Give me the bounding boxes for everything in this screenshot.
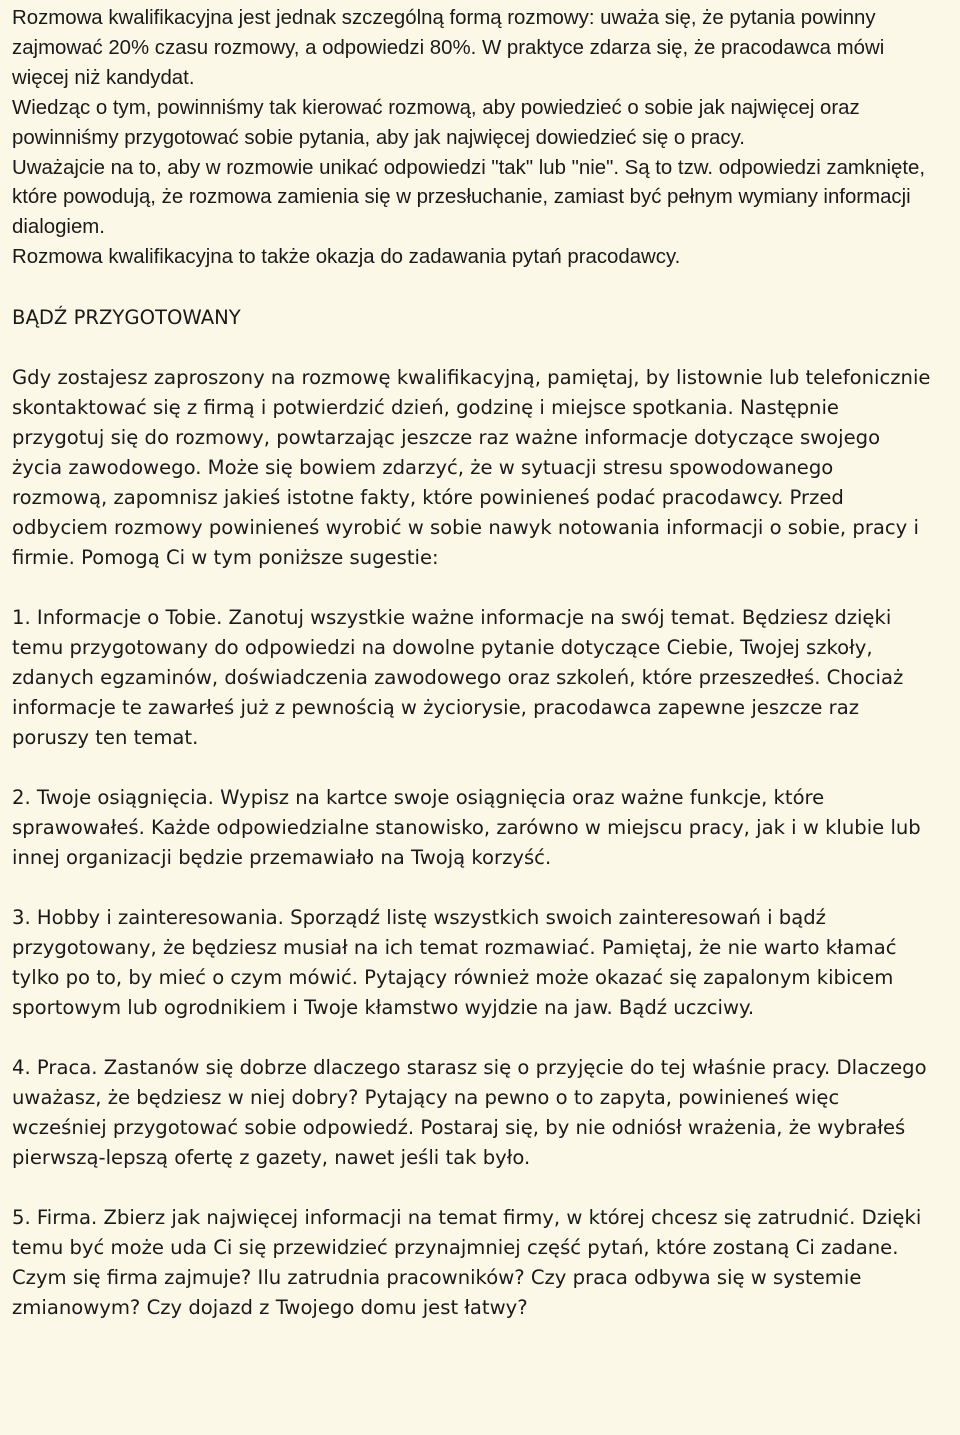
- intro-paragraph: Rozmowa kwalifikacyjna jest jednak szczególną formą rozmowy: uważa się, że pytania powinny zajmować 20% czasu rozmowy, a odpowiedzi 80%. W praktyce zdarza się, że pracodawca mówi więcej niż kandydat.: [12, 7, 885, 89]
- suggestion-item: 1. Informacje o Tobie. Zanotuj wszystkie ważne informacje na swój temat. Będziesz dzięki temu przygotowany do odpowiedzi na dowolne pytanie dotyczące Ciebie, Twojej szkoły, zdanych egzaminów, doświadczenia zawodowego oraz szkoleń, które przeszedłeś. Chociaż informacje te zawarłeś już z pewnością w życiorysie, pracodawca zapewne jeszcze raz poruszy ten temat.: [12, 606, 904, 750]
- intro-paragraph: Wiedząc o tym, powinniśmy tak kierować rozmową, aby powiedzieć o sobie jak najwięcej oraz powinniśmy przygotować sobie pytania, aby jak najwięcej dowiedzieć się o pracy.: [12, 96, 860, 149]
- suggestion-item: 5. Firma. Zbierz jak najwięcej informacji na temat firmy, w której chcesz się zatrudnić. Dzięki temu być może uda Ci się przewidzieć przynajmniej część pytań, które zostaną Ci zadane. Czym się firma zajmuje? Ilu zatrudnia pracowników? Czy praca odbywa się w systemie zmianowym? Czy dojazd z Twojego domu jest łatwy?: [12, 1206, 922, 1320]
- suggestion-item: 4. Praca. Zastanów się dobrze dlaczego starasz się o przyjęcie do tej właśnie pracy. Dlaczego uważasz, że będziesz w niej dobry? Pytający na pewno o to zapyta, powinieneś więc wcześniej przygotować sobie odpowiedź. Postaraj się, by nie odniósł wrażenia, że wybrałeś pierwszą-lepszą ofertę z gazety, nawet jeśli tak było.: [12, 1056, 927, 1170]
- body-paragraph: Gdy zostajesz zaproszony na rozmowę kwalifikacyjną, pamiętaj, by listownie lub telefonicznie skontaktować się z firmą i potwierdzić dzień, godzinę i miejsce spotkania. Następnie przygotuj się do rozmowy, powtarzając jeszcze raz ważne informacje dotyczące swojego życia zawodowego. Może się bowiem zdarzyć, że w sytuacji stresu spowodowanego rozmową, zapomnisz jakieś istotne fakty, które powinieneś podać pracodawcy. Przed odbyciem rozmowy powinieneś wyrobić w sobie nawyk notowania informacji o sobie, pracy i firmie. Pomogą Ci w tym poniższe sugestie:: [12, 366, 931, 570]
- suggestion-item: 2. Twoje osiągnięcia. Wypisz na kartce swoje osiągnięcia oraz ważne funkcje, które sprawowałeś. Każde odpowiedzialne stanowisko, zarówno w miejscu pracy, jak i w klubie lub innej organizacji będzie przemawiało na Twoją korzyść.: [12, 786, 921, 870]
- suggestion-item: 3. Hobby i zainteresowania. Sporządź listę wszystkich swoich zainteresowań i bądź przygotowany, że będziesz musiał na ich temat rozmawiać. Pamiętaj, że nie warto kłamać tylko po to, by mieć o czym mówić. Pytający również może okazać się zapalonym kibicem sportowym lub ogrodnikiem i Twoje kłamstwo wyjdzie na jaw. Bądź uczciwy.: [12, 906, 897, 1020]
- intro-section: [12, 4, 932, 273]
- intro-paragraph: Rozmowa kwalifikacyjna to także okazja do zadawania pytań pracodawcy.: [12, 246, 681, 269]
- intro-paragraph: Uważajcie na to, aby w rozmowie unikać odpowiedzi "tak" lub "nie". Są to tzw. odpowiedzi zamknięte, które powodują, że rozmowa zamienia się w przesłuchanie, zamiast być pełnym wymiany informacji dialogiem.: [12, 156, 925, 239]
- section-heading: BĄDŹ PRZYGOTOWANY: [12, 306, 241, 330]
- main-section: [12, 303, 932, 1323]
